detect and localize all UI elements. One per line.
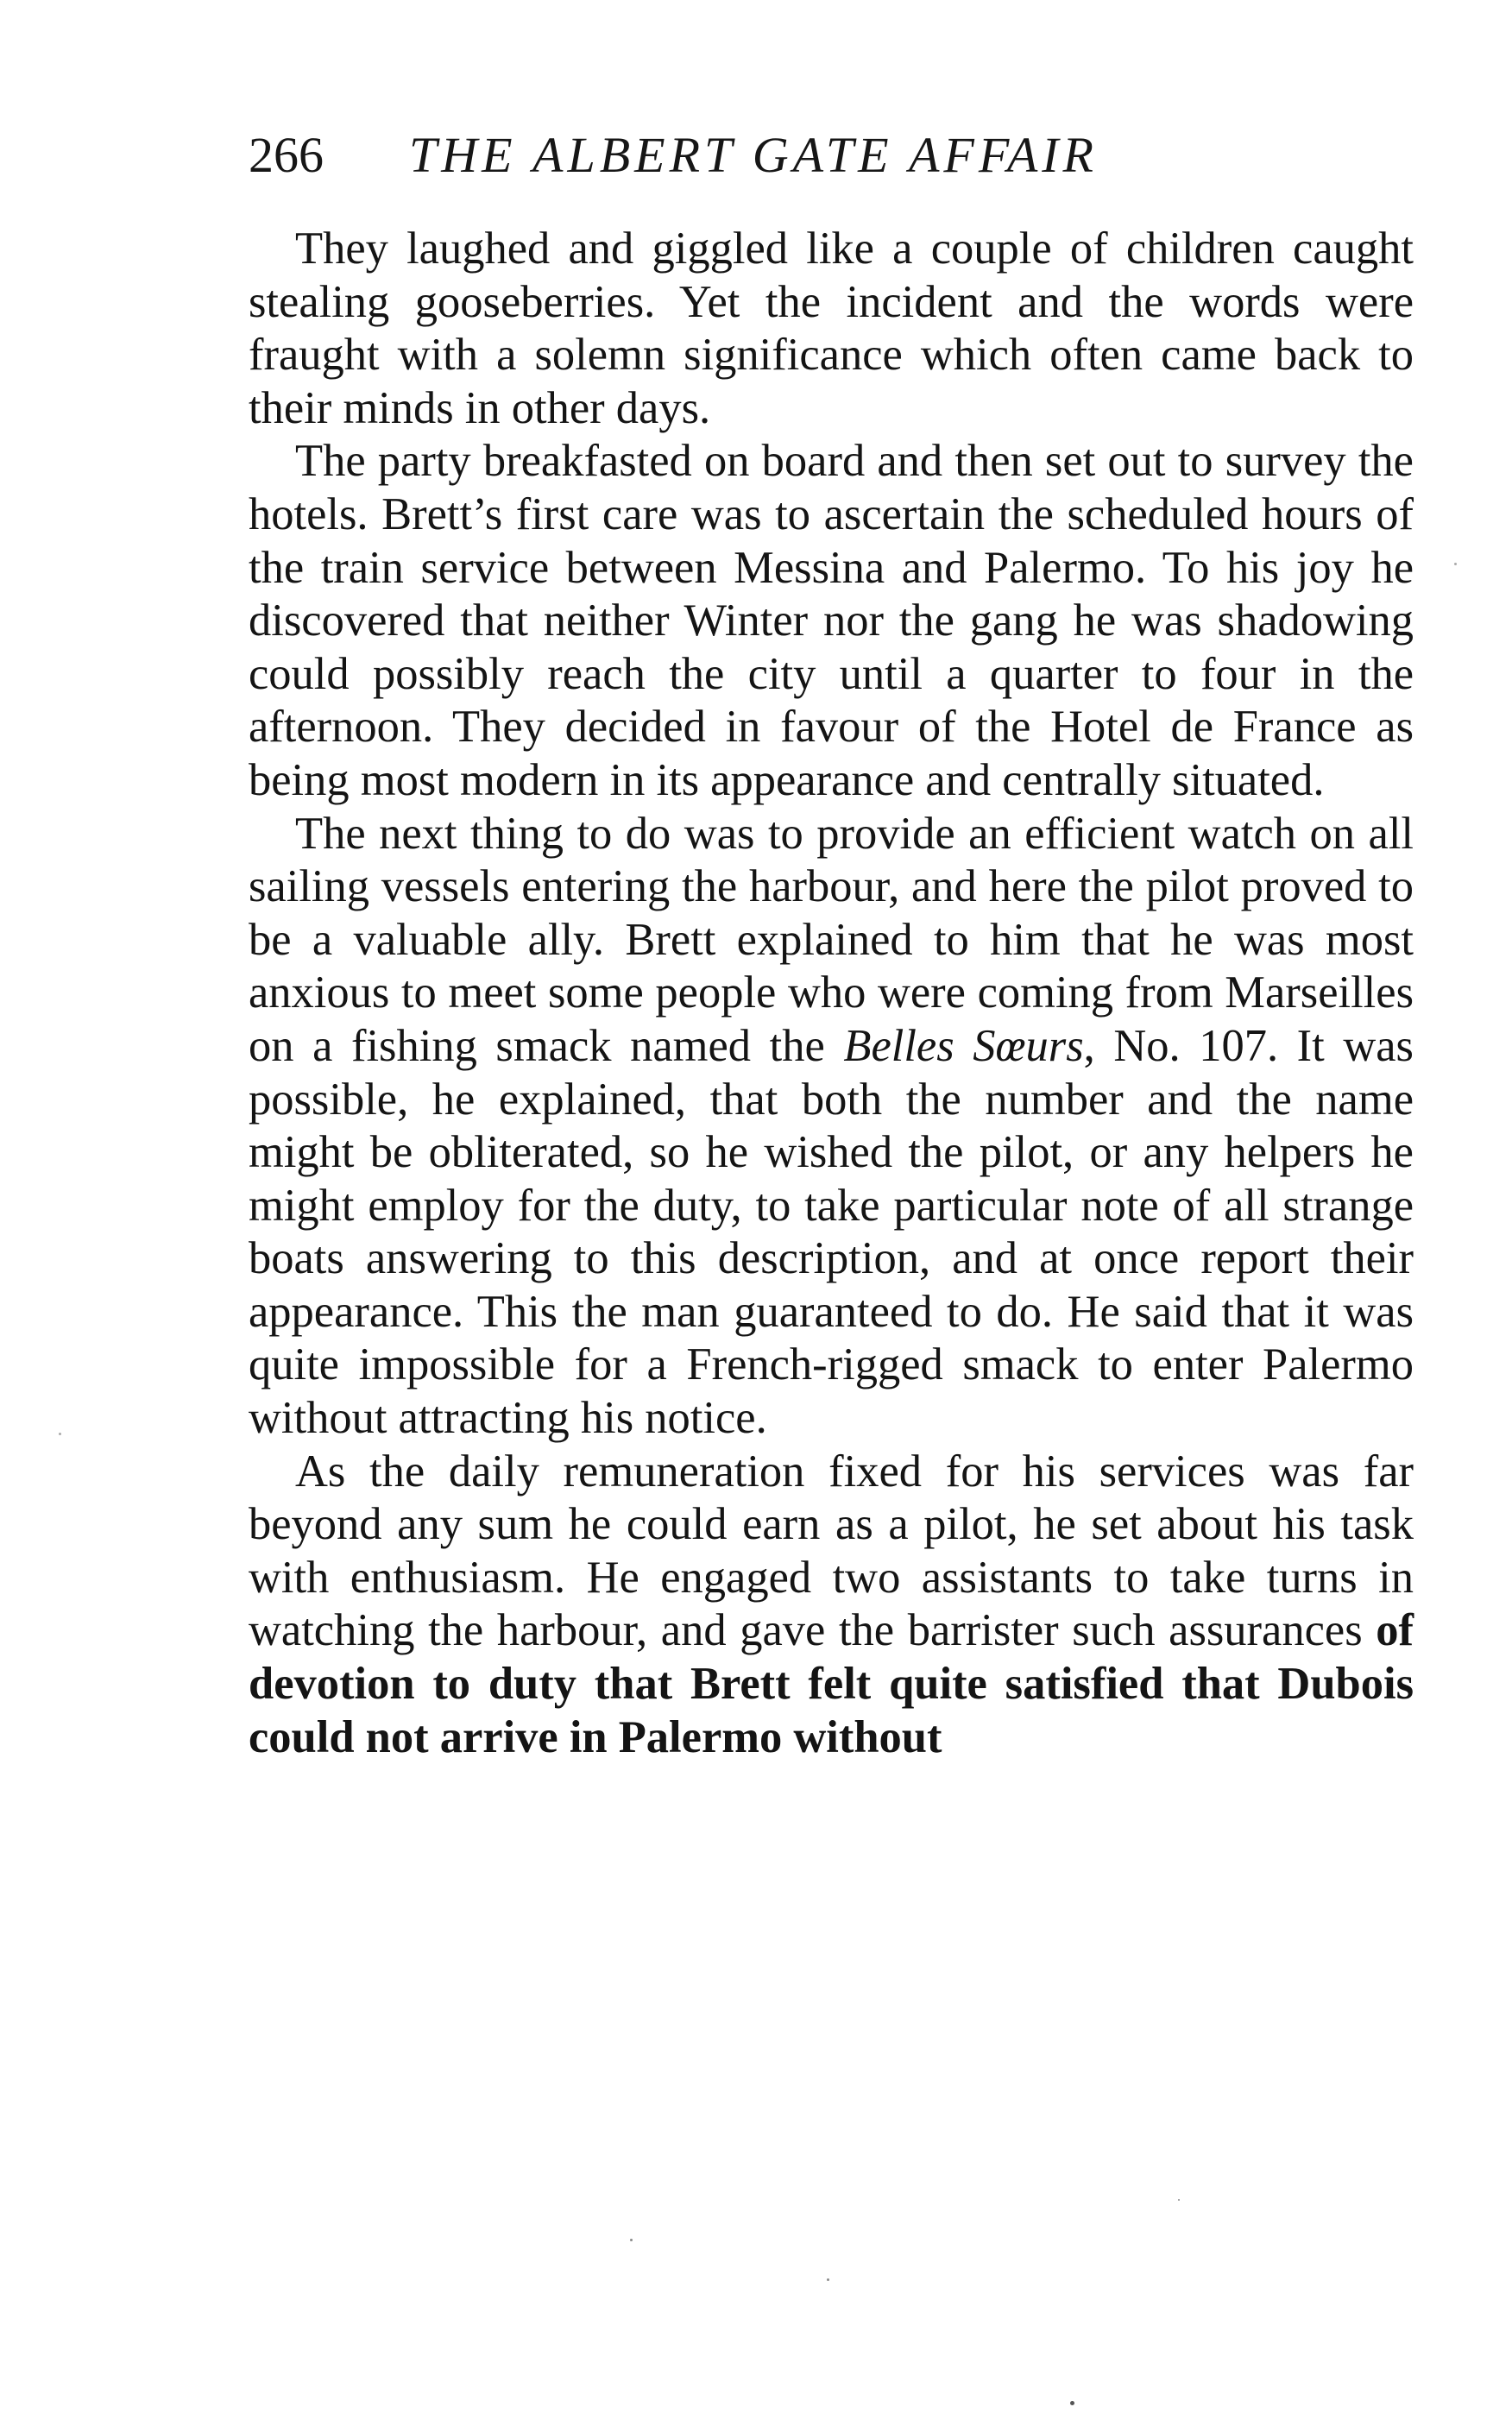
paragraph-3-text-before: The next thing to do was to provide an efficient watch on all sailing vessels entering the harbour, and here the pilot proved to be a valuable ally. Brett explained to him that he was most anxious to meet some people who were coming from Marseilles on a fishing smack named the xyxy=(249,808,1414,1071)
paragraph-4 xyxy=(249,1446,1414,1765)
scan-speck xyxy=(827,2278,829,2281)
paragraph-4-bold-tail: of devotion to duty that Brett felt quite satisfied that Dubois could not arrive in Palermo without xyxy=(249,1605,1414,1762)
paragraph-3-text-after: , No. 107. It was possible, he explained, that both the number and the name might be obliterated, so he wished the pilot, or any helpers he might employ for the duty, to take particular note of all strange boats answering to this description, and at once report their appearance. This the man guaranteed to do. He said that it was quite impossible for a French-rigged smack to enter Palermo without attracting his notice. xyxy=(249,1020,1414,1444)
body-text xyxy=(249,223,1414,1764)
scan-speck xyxy=(1454,563,1457,565)
scan-speck xyxy=(1178,2199,1180,2201)
paragraph-3 xyxy=(249,808,1414,1446)
page-number: 266 xyxy=(249,127,324,183)
page-header xyxy=(249,126,1414,186)
ship-name: Belles Sœurs xyxy=(843,1020,1084,1071)
paragraph-4-text: As the daily remuneration fixed for his services was far beyond any sum he could earn as a pilot, he set about his task with enthusiasm. He engaged two assistants to take turns in watching the harbour, and gave the barrister such assurances xyxy=(249,1446,1414,1656)
scan-speck xyxy=(59,1433,61,1435)
scan-speck xyxy=(630,2239,633,2241)
paragraph-1: They laughed and giggled like a couple of children caught stealing gooseberries. Yet the incident and the words were fraught with a solemn significance which often came back to their minds in other days. xyxy=(249,224,1414,433)
paragraph-2: The party breakfasted on board and then set out to survey the hotels. Brett’s first care was to ascertain the scheduled hours of the train service between Messina and Palermo. To his joy he discovered that neither Winter nor the gang he was shadowing could possibly reach the city until a quarter to four in the afternoon. They decided in favour of the Hotel de France as being most modern in its appearance and centrally situated. xyxy=(249,436,1414,805)
scan-speck xyxy=(1070,2401,1074,2405)
running-title: THE ALBERT GATE AFFAIR xyxy=(409,127,1098,183)
